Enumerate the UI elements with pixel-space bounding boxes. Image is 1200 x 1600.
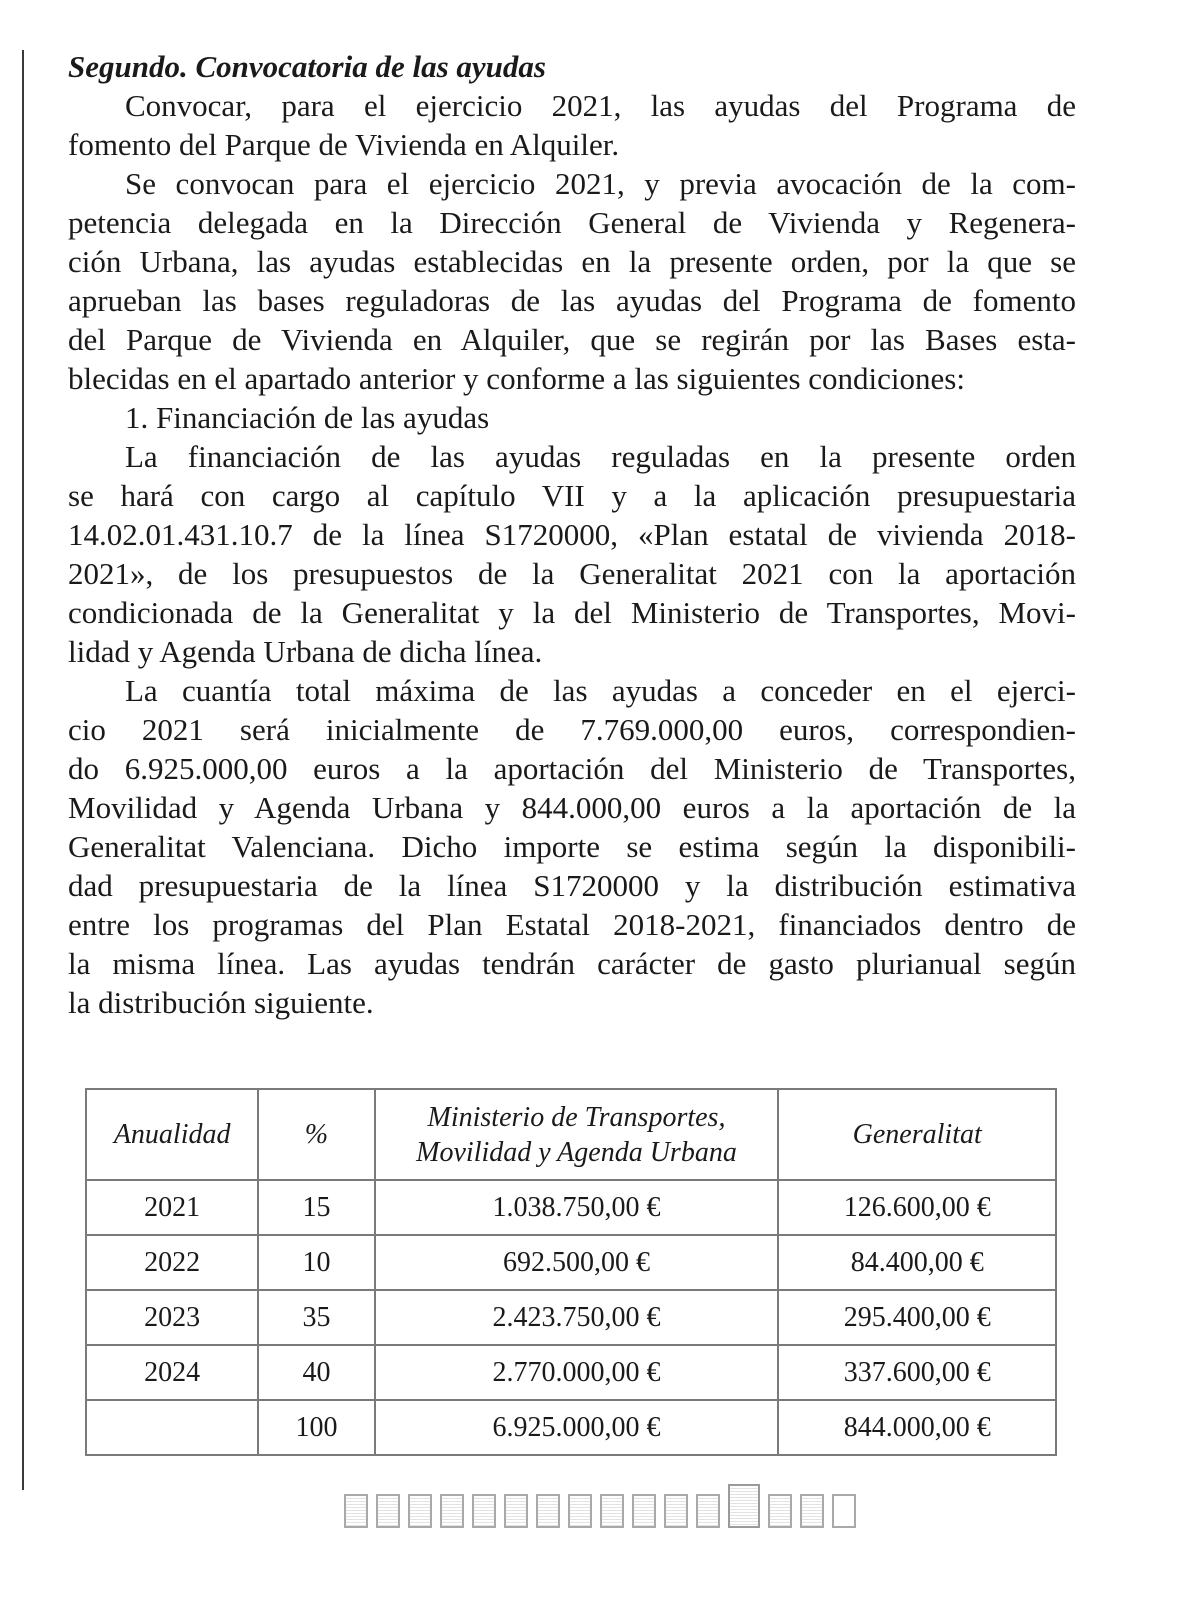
page-thumbnail[interactable] [536, 1494, 560, 1528]
text-line: blecidas en el apartado anterior y conforme a las siguientes condiciones: [68, 361, 965, 396]
text-line: la distribución siguiente. [68, 985, 374, 1020]
body-text [68, 86, 1076, 1022]
text-line: Movilidad y Agenda Urbana y 844.000,00 euros a la aportación de la [68, 790, 1076, 825]
text-line: Se convocan para el ejercicio 2021, y previa avocación de la com- [125, 166, 1076, 201]
cell-percent: 15 [258, 1180, 374, 1235]
header-anualidad: Anualidad [86, 1089, 258, 1180]
table-total-row [86, 1400, 1056, 1455]
page-thumbnail[interactable] [696, 1494, 720, 1528]
text-line: 1. Financiación de las ayudas [125, 400, 490, 435]
cell-percent: 40 [258, 1345, 374, 1400]
text-line: 14.02.01.431.10.7 de la línea S1720000, «Plan estatal de vivienda 2018- [68, 517, 1076, 552]
page-thumbnail[interactable] [664, 1494, 688, 1528]
table-row [86, 1235, 1056, 1290]
cell-anualidad: 2022 [86, 1235, 258, 1290]
text-line: la misma línea. Las ayudas tendrán carácter de gasto plurianual según [68, 946, 1076, 981]
text-line: condicionada de la Generalitat y la del Ministerio de Transportes, Movi- [68, 595, 1076, 630]
text-line: se hará con cargo al capítulo VII y a la aplicación presupuestaria [68, 478, 1076, 513]
page-thumbnail-strip [344, 1494, 856, 1528]
cell-anualidad: 2024 [86, 1345, 258, 1400]
cell-generalitat: 84.400,00 € [778, 1235, 1056, 1290]
text-line: del Parque de Vivienda en Alquiler, que se regirán por las Bases esta- [68, 322, 1076, 357]
text-line: ción Urbana, las ayudas establecidas en la presente orden, por la que se [68, 244, 1076, 279]
page-thumbnail[interactable] [568, 1494, 592, 1528]
text-line: Convocar, para el ejercicio 2021, las ayudas del Programa de [125, 88, 1076, 123]
margin-rule [22, 50, 24, 1490]
cell-ministerio: 6.925.000,00 € [375, 1400, 779, 1455]
text-line: Generalitat Valenciana. Dicho importe se estima según la disponibili- [68, 829, 1076, 864]
cell-generalitat: 337.600,00 € [778, 1345, 1056, 1400]
cell-generalitat: 126.600,00 € [778, 1180, 1056, 1235]
text-line: La cuantía total máxima de las ayudas a conceder en el ejerci- [125, 673, 1076, 708]
section-heading: Segundo. Convocatoria de las ayudas [68, 49, 546, 84]
page-thumbnail[interactable] [800, 1494, 824, 1528]
table-row [86, 1345, 1056, 1400]
text-line: petencia delegada en la Dirección General de Vivienda y Regenera- [68, 205, 1076, 240]
cell-anualidad: 2023 [86, 1290, 258, 1345]
page-thumbnail[interactable] [472, 1494, 496, 1528]
cell-ministerio: 2.770.000,00 € [375, 1345, 779, 1400]
text-line: aprueban las bases reguladoras de las ayudas del Programa de fomento [68, 283, 1076, 318]
text-line: do 6.925.000,00 euros a la aportación del Ministerio de Transportes, [68, 751, 1076, 786]
cell-percent: 35 [258, 1290, 374, 1345]
page-thumbnail[interactable] [632, 1494, 656, 1528]
header-ministerio-line1: Ministerio de Transportes, [427, 1101, 726, 1133]
cell-percent: 10 [258, 1235, 374, 1290]
page-thumbnail[interactable] [504, 1494, 528, 1528]
page-thumbnail[interactable] [440, 1494, 464, 1528]
table-row [86, 1180, 1056, 1235]
text-line: cio 2021 será inicialmente de 7.769.000,00 euros, correspondien- [68, 712, 1076, 747]
document-body [68, 48, 1076, 1022]
header-ministerio [375, 1089, 779, 1180]
text-line: dad presupuestaria de la línea S1720000 y la distribución estimativa [68, 868, 1076, 903]
text-line: 2021», de los presupuestos de la Generalitat 2021 con la aportación [68, 556, 1076, 591]
text-line: lidad y Agenda Urbana de dicha línea. [68, 634, 543, 669]
text-line: entre los programas del Plan Estatal 2018-2021, financiados dentro de [68, 907, 1076, 942]
page-thumbnail[interactable] [768, 1494, 792, 1528]
cell-anualidad: 2021 [86, 1180, 258, 1235]
page-thumbnail[interactable] [600, 1494, 624, 1528]
cell-anualidad [86, 1400, 258, 1455]
text-line: fomento del Parque de Vivienda en Alquiler. [68, 127, 620, 162]
page-thumbnail[interactable] [832, 1494, 856, 1528]
cell-ministerio: 2.423.750,00 € [375, 1290, 779, 1345]
table-header-row [86, 1089, 1056, 1180]
table-row [86, 1290, 1056, 1345]
header-generalitat: Generalitat [778, 1089, 1056, 1180]
distribution-table [85, 1088, 1057, 1456]
page-thumbnail[interactable] [344, 1494, 368, 1528]
cell-ministerio: 692.500,00 € [375, 1235, 779, 1290]
cell-generalitat: 844.000,00 € [778, 1400, 1056, 1455]
text-line: La financiación de las ayudas reguladas en la presente orden [125, 439, 1076, 474]
page-thumbnail[interactable] [408, 1494, 432, 1528]
cell-generalitat: 295.400,00 € [778, 1290, 1056, 1345]
header-percent: % [258, 1089, 374, 1180]
page-thumbnail-active[interactable] [728, 1484, 760, 1528]
page-thumbnail[interactable] [376, 1494, 400, 1528]
cell-percent: 100 [258, 1400, 374, 1455]
cell-ministerio: 1.038.750,00 € [375, 1180, 779, 1235]
header-ministerio-line2: Movilidad y Agenda Urbana [416, 1136, 737, 1168]
